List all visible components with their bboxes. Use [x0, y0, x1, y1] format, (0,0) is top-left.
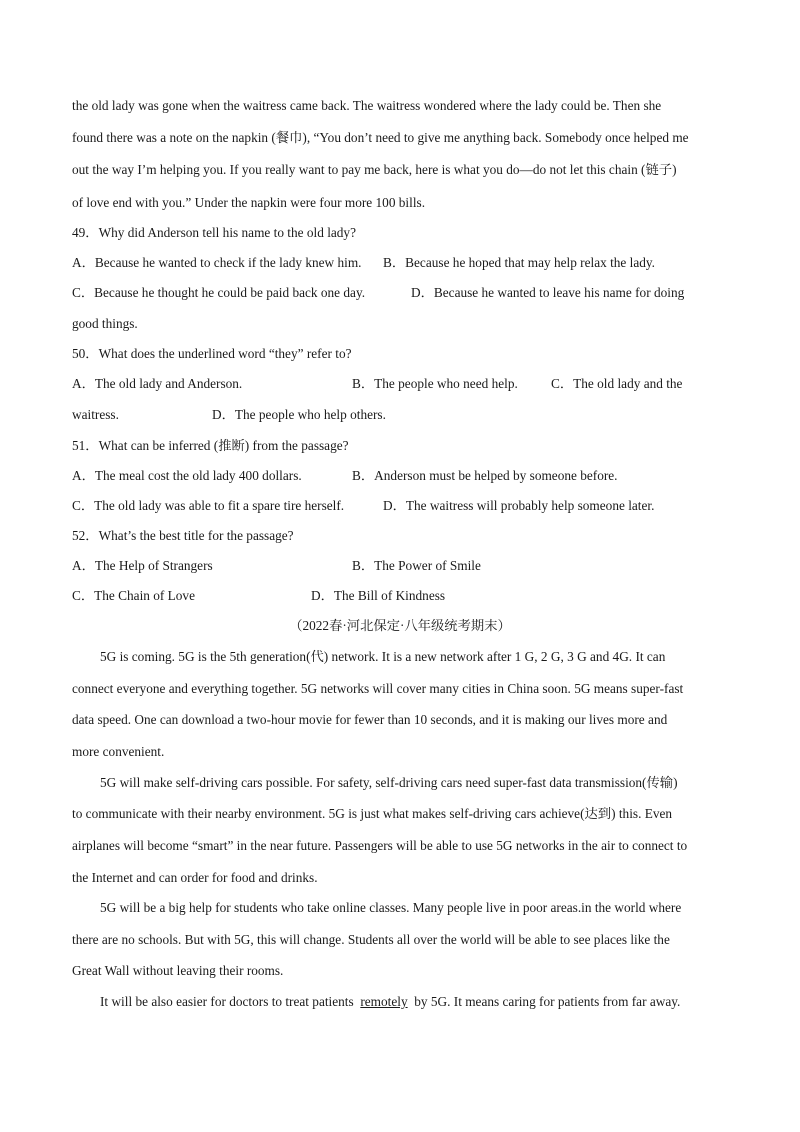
q52-option-b: B．The Power of Smile: [352, 558, 481, 573]
paragraph-line: connect everyone and everything together. 5G networks will cover many cities in China soon. 5G means super-fast: [72, 681, 684, 696]
q50-option-d: D．The people who help others.: [212, 407, 386, 422]
q52-option-c: C．The Chain of Love: [72, 588, 195, 603]
q49-option-c: C．Because he thought he could be paid back one day.: [72, 285, 366, 300]
q52-option-d: D．The Bill of Kindness: [311, 588, 446, 603]
q50-option-b: B．The people who need help.: [352, 376, 518, 391]
q49-option-a: A．Because he wanted to check if the lady knew him.: [72, 255, 362, 270]
q50-option-a: A．The old lady and Anderson.: [72, 376, 243, 391]
paragraph-line: airplanes will become “smart” in the near future. Passengers will be able to use 5G networks in the air to connect to: [72, 838, 688, 853]
q49-option-d: D．Because he wanted to leave his name for doing: [411, 285, 685, 300]
q50-option-c: C．The old lady and the: [551, 376, 683, 391]
paragraph-line: 5G will make self-driving cars possible. For safety, self-driving cars need super-fast data transmission(传输): [100, 775, 678, 790]
passage-line: found there was a note on the napkin (餐巾), “You don’t need to give me anything back. Somebody once helped me: [72, 130, 689, 145]
passage-line: of love end with you.” Under the napkin were four more 100 bills.: [72, 195, 426, 210]
q52-option-a: A．The Help of Strangers: [72, 558, 213, 573]
text-before: It will be also easier for doctors to treat patients: [100, 994, 354, 1009]
paragraph-line: [100, 993, 680, 1011]
passage-line: the old lady was gone when the waitress came back. The waitress wondered where the lady could be. Then she: [72, 98, 662, 113]
q51-option-c: C．The old lady was able to fit a spare tire herself.: [72, 498, 345, 513]
paragraph-line: 5G is coming. 5G is the 5th generation(代) network. It is a new network after 1 G, 2 G, 3 G and 4G. It can: [100, 649, 666, 664]
source-note: （2022春·河北保定·八年级统考期末）: [289, 618, 511, 633]
question-52-stem: 52．What’s the best title for the passage?: [72, 528, 294, 543]
paragraph-line: 5G will be a big help for students who take online classes. Many people live in poor areas.in the world where: [100, 900, 682, 915]
paragraph-line: to communicate with their nearby environment. 5G is just what makes self-driving cars achieve(达到) this. Even: [72, 806, 673, 821]
paragraph-line: Great Wall without leaving their rooms.: [72, 963, 284, 978]
q51-option-d: D．The waitress will probably help someone later.: [383, 498, 655, 513]
question-50-stem: 50．What does the underlined word “they” refer to?: [72, 346, 352, 361]
paragraph-line: data speed. One can download a two-hour movie for fewer than 10 seconds, and it is making our lives more and: [72, 712, 668, 727]
underlined-word-remotely: remotely: [360, 994, 408, 1009]
q51-option-b: B．Anderson must be helped by someone before.: [352, 468, 618, 483]
paragraph-line: more convenient.: [72, 744, 165, 759]
q51-option-a: A．The meal cost the old lady 400 dollars.: [72, 468, 302, 483]
question-51-stem: 51．What can be inferred (推断) from the passage?: [72, 438, 349, 453]
passage-line: out the way I’m helping you. If you really want to pay me back, here is what you do—do not let this chain (链子): [72, 162, 677, 177]
paragraph-line: there are no schools. But with 5G, this will change. Students all over the world will be able to see places like the: [72, 932, 670, 947]
text-after: by 5G. It means caring for patients from far away.: [414, 994, 681, 1009]
q49-option-b: B．Because he hoped that may help relax the lady.: [383, 255, 656, 270]
q49-option-d-cont: good things.: [72, 316, 138, 331]
q50-option-c-cont: waitress.: [72, 407, 119, 422]
question-49-stem: 49．Why did Anderson tell his name to the old lady?: [72, 225, 356, 240]
paragraph-line: the Internet and can order for food and drinks.: [72, 870, 318, 885]
